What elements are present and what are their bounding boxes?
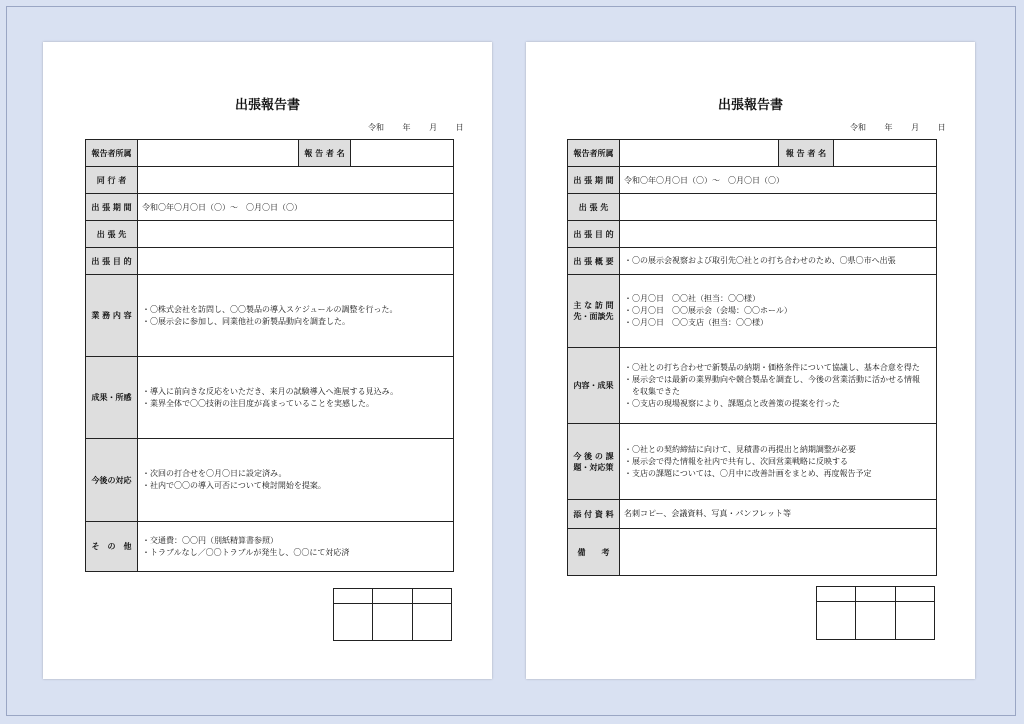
purpose-label: 出 張 目 的 — [86, 248, 138, 275]
purpose-field[interactable] — [138, 248, 454, 275]
remarks-label: 備 考 — [568, 529, 620, 576]
reporter-dept-field[interactable] — [138, 140, 299, 167]
other-field[interactable]: ・交通費：〇〇円（別紙精算書参照） ・トラブルなし／〇〇トラブルが発生し、〇〇にて対応済 — [138, 522, 454, 572]
content-field[interactable]: ・〇社との打ち合わせで新製品の納期・価格条件について協議し、基本合意を得た ・展示会では最新の業界動向や競合製品を調査し、今後の営業活動に活かせる情報 を収集できた ・〇支店の現場視察により、課題点と改善策の提案を行った — [620, 348, 937, 424]
visit-field[interactable]: ・〇月〇日 〇〇社（担当：〇〇様） ・〇月〇日 〇〇展示会（会場：〇〇ホール） ・〇月〇日 〇〇支店（担当：〇〇様） — [620, 275, 937, 348]
reporter-dept-label: 報告者所属 — [568, 140, 620, 167]
stamp-header — [895, 587, 934, 602]
other-label: そ の 他 — [86, 522, 138, 572]
page-left — [43, 42, 492, 679]
destination-label: 出 張 先 — [568, 194, 620, 221]
future-field[interactable]: ・次回の打合せを〇月〇日に設定済み。 ・社内で〇〇の導入可否について検討開始を提案。 — [138, 439, 454, 522]
page-right — [526, 42, 975, 679]
stamp-header — [856, 587, 895, 602]
overview-field[interactable]: ・〇の展示会視察および取引先〇社との打ち合わせのため、〇県〇市へ出張 — [620, 248, 937, 275]
period-field[interactable]: 令和〇年〇月〇日（〇）～ 〇月〇日（〇） — [138, 194, 454, 221]
page-title: 出張報告書 — [717, 98, 783, 113]
work-field[interactable]: ・〇株式会社を訪問し、〇〇製品の導入スケジュールの調整を行った。 ・〇展示会に参加し、同業他社の新製品動向を調査した。 — [138, 275, 454, 357]
result-field[interactable]: ・導入に前向きな反応をいただき、来月の試験導入へ進展する見込み。 ・業界全体で〇〇技術の注目度が高まっていることを実感した。 — [138, 357, 454, 439]
content-label: 内容・成果 — [568, 348, 620, 424]
report-form — [567, 139, 937, 576]
destination-field[interactable] — [620, 194, 937, 221]
stamp-header — [412, 589, 451, 604]
work-label: 業 務 内 容 — [86, 275, 138, 357]
stamp-cell[interactable] — [895, 602, 934, 640]
purpose-label: 出 張 目 的 — [568, 221, 620, 248]
period-label: 出 張 期 間 — [568, 167, 620, 194]
stamp-cell[interactable] — [334, 604, 373, 641]
reporter-dept-field[interactable] — [620, 140, 779, 167]
period-label: 出 張 期 間 — [86, 194, 138, 221]
reporter-name-label: 報 告 者 名 — [299, 140, 351, 167]
stamp-header — [817, 587, 856, 602]
reporter-name-label: 報 告 者 名 — [779, 140, 834, 167]
approval-stamp-boxes — [816, 586, 935, 640]
stamp-header — [334, 589, 373, 604]
attach-label: 添 付 資 料 — [568, 500, 620, 529]
approval-stamp-boxes — [333, 588, 452, 641]
report-form — [85, 139, 454, 572]
stamp-cell[interactable] — [856, 602, 895, 640]
destination-label: 出 張 先 — [86, 221, 138, 248]
page-title: 出張報告書 — [234, 98, 300, 113]
stamp-cell[interactable] — [373, 604, 412, 641]
period-field[interactable]: 令和〇年〇月〇日（〇）～ 〇月〇日（〇） — [620, 167, 937, 194]
stamp-cell[interactable] — [817, 602, 856, 640]
plan-label: 今 後 の 課 題・対応策 — [568, 424, 620, 500]
plan-field[interactable]: ・〇社との契約締結に向けて、見積書の再提出と納期調整が必要 ・展示会で得た情報を社内で共有し、次回営業戦略に反映する ・支店の課題については、〇月中に改善計画をまとめ、再度報告予定 — [620, 424, 937, 500]
attach-field[interactable]: 名刺コピー、会議資料、写真・パンフレット等 — [620, 500, 937, 529]
overview-label: 出 張 概 要 — [568, 248, 620, 275]
destination-field[interactable] — [138, 221, 454, 248]
visit-label: 主 な 訪 問 先・面談先 — [568, 275, 620, 348]
stamp-cell[interactable] — [412, 604, 451, 641]
stamp-header — [373, 589, 412, 604]
future-label: 今後の対応 — [86, 439, 138, 522]
reporter-name-field[interactable] — [351, 140, 454, 167]
result-label: 成果・所感 — [86, 357, 138, 439]
remarks-field[interactable] — [620, 529, 937, 576]
companion-field[interactable] — [138, 167, 454, 194]
reporter-name-field[interactable] — [834, 140, 937, 167]
companion-label: 同 行 者 — [86, 167, 138, 194]
reporter-dept-label: 報告者所属 — [86, 140, 138, 167]
date-line: 令和 年 月 日 — [368, 123, 464, 132]
purpose-field[interactable] — [620, 221, 937, 248]
date-line: 令和 年 月 日 — [850, 123, 946, 132]
